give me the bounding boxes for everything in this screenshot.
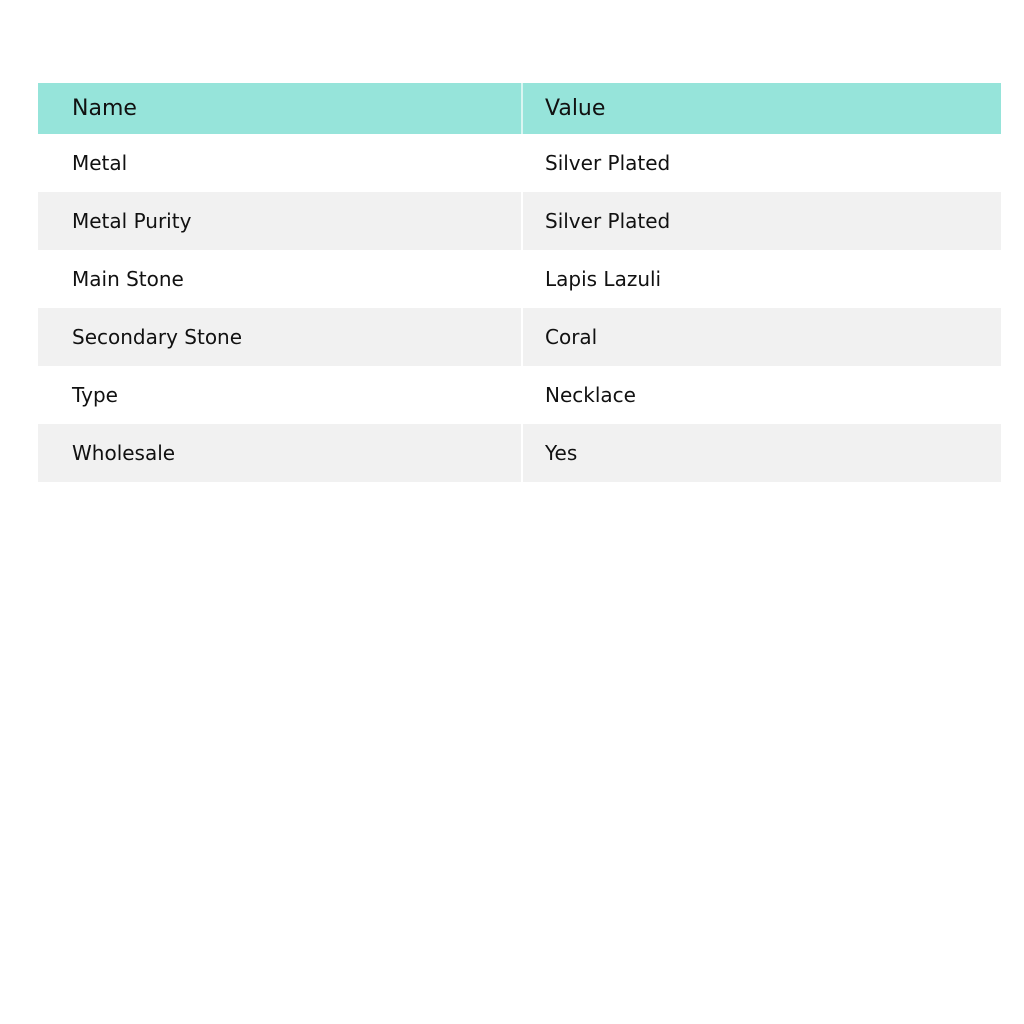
attribute-value-cell: Coral — [545, 325, 598, 349]
attribute-name-cell: Main Stone — [38, 250, 523, 308]
attribute-value-cell: Lapis Lazuli — [545, 267, 662, 291]
table-row — [38, 134, 1001, 192]
attribute-value-cell: Yes — [545, 441, 578, 465]
column-header-name: Name — [38, 83, 523, 134]
attribute-name-cell: Wholesale — [38, 424, 523, 482]
table-header-row — [38, 83, 1001, 134]
attribute-name-cell: Type — [38, 366, 523, 424]
table-row — [38, 250, 1001, 308]
attribute-name-cell: Metal Purity — [38, 192, 523, 250]
table-row — [38, 192, 1001, 250]
table-row — [38, 366, 1001, 424]
attribute-name-cell: Secondary Stone — [38, 308, 523, 366]
attributes-table — [38, 83, 1001, 482]
attribute-value-cell: Necklace — [545, 383, 636, 407]
table-row — [38, 424, 1001, 482]
column-header-value: Value — [545, 95, 606, 121]
attribute-value-cell: Silver Plated — [545, 209, 671, 233]
attribute-name-cell: Metal — [38, 134, 523, 192]
attribute-value-cell: Silver Plated — [545, 151, 671, 175]
table-row — [38, 308, 1001, 366]
